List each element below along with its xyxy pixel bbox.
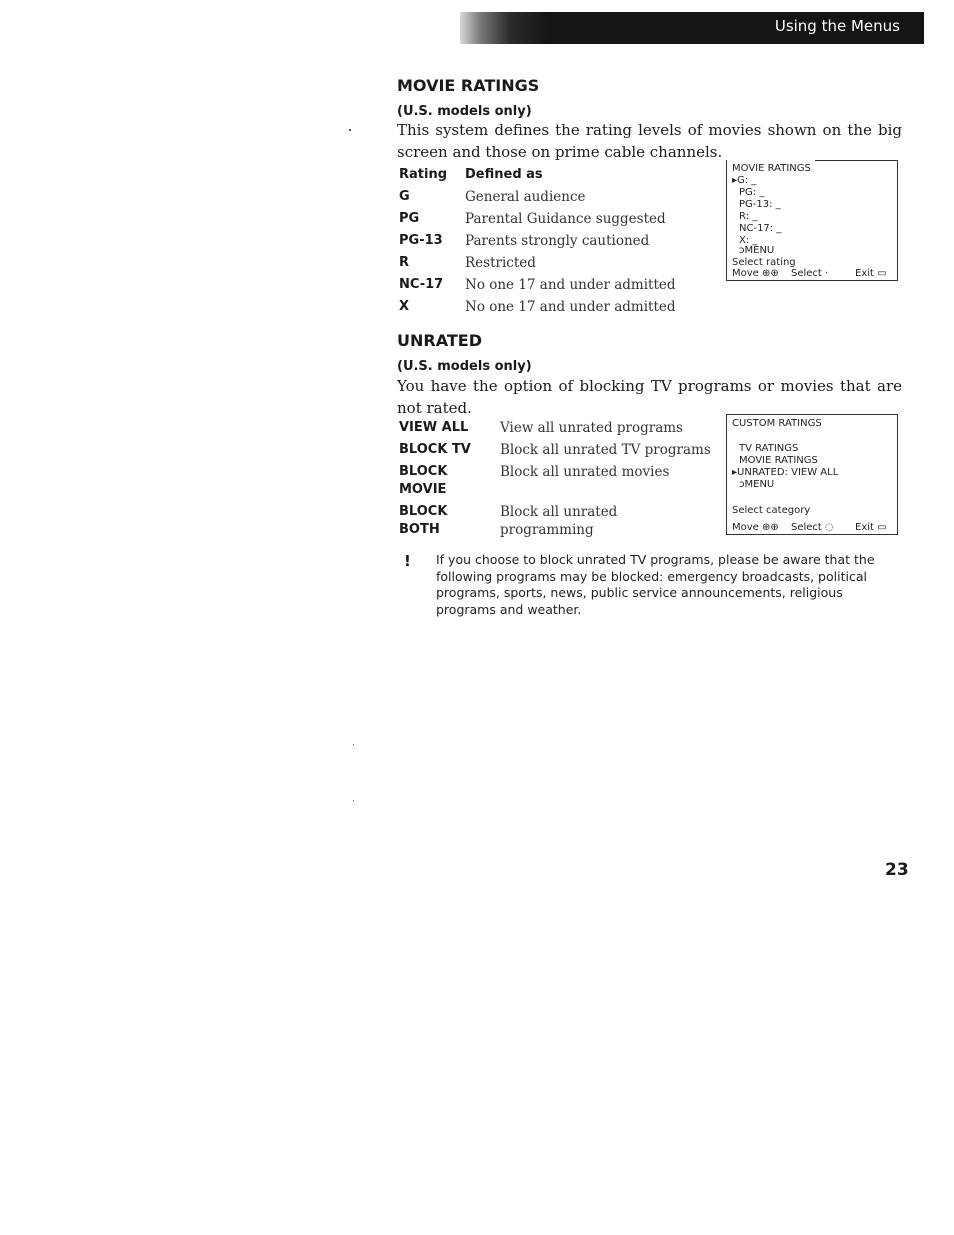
unrated-intro: You have the option of blocking TV programs or movies that are not rated.: [397, 377, 902, 417]
screen-item: MOVIE RATINGS: [739, 455, 818, 466]
scan-speck: [349, 129, 351, 131]
screen-item: ▸G: _: [732, 175, 757, 186]
note-text: If you choose to block unrated TV programs, please be aware that the following programs may be blocked: emergency broadcasts, political programs, sports, news, public service announcements, religious programs and weather.: [436, 552, 875, 617]
screen-item: PG: _: [739, 187, 765, 198]
unrated-subtitle: (U.S. models only): [397, 359, 532, 374]
unrated-option-desc: Block all unrated movies: [500, 464, 670, 480]
unrated-option-desc: View all unrated programs: [500, 420, 683, 436]
screen-title: CUSTOM RATINGS: [732, 418, 822, 429]
screen-item: PG-13: _: [739, 199, 781, 210]
unrated-option-label-line2: BOTH: [399, 522, 440, 537]
rating-definition: General audience: [465, 189, 586, 205]
movie-ratings-subtitle: (U.S. models only): [397, 104, 532, 119]
rating-definition: Restricted: [465, 255, 536, 271]
unrated-option-label: BLOCK TV: [399, 442, 471, 457]
rating-code: G: [399, 189, 410, 204]
note-exclamation-icon: !: [404, 552, 411, 570]
defined-column-header: Defined as: [465, 167, 543, 182]
rating-definition: No one 17 and under admitted: [465, 299, 676, 315]
scan-speck: [353, 744, 354, 745]
screen-hint: Select rating: [732, 257, 796, 268]
unrated-option-desc-line2: programming: [500, 522, 594, 538]
unrated-option-desc: Block all unrated: [500, 504, 618, 520]
rating-code: X: [399, 299, 410, 314]
screen-exit: Exit ▭: [855, 268, 887, 279]
header-title: Using the Menus: [774, 17, 900, 35]
movie-ratings-title: MOVIE RATINGS: [397, 76, 540, 95]
unrated-option-label: VIEW ALL: [399, 420, 469, 435]
header-bar: [460, 12, 924, 44]
screen-item: NC-17: _: [739, 223, 782, 234]
screen-select: Select ◌: [791, 522, 834, 533]
screen-item: ▸UNRATED: VIEW ALL: [732, 467, 839, 478]
rating-definition: Parental Guidance suggested: [465, 211, 666, 227]
unrated-title: UNRATED: [397, 331, 482, 350]
scan-speck: [353, 800, 354, 801]
screen-item: TV RATINGS: [739, 443, 799, 454]
rating-column-header: Rating: [399, 167, 448, 182]
screen-item: ↄMENU: [739, 479, 775, 490]
rating-code: PG: [399, 211, 420, 226]
unrated-option-label: BLOCK: [399, 464, 448, 479]
unrated-option-label-line2: MOVIE: [399, 482, 447, 497]
screen-menu: ↄMENU: [739, 245, 775, 256]
screen-move: Move ⊕⊕: [732, 522, 779, 533]
screen-title: MOVIE RATINGS: [732, 163, 811, 174]
rating-code: NC-17: [399, 277, 444, 292]
screen-select: Select ·: [791, 268, 829, 279]
unrated-option-label: BLOCK: [399, 504, 448, 519]
page-number: 23: [885, 860, 909, 880]
rating-code: R: [399, 255, 410, 270]
movie-ratings-intro: This system defines the rating levels of movies shown on the big screen and those on prime cable channels.: [397, 121, 902, 161]
screen-item: X: _: [739, 235, 758, 246]
screen-exit: Exit ▭: [855, 522, 887, 533]
rating-code: PG-13: [399, 233, 443, 248]
screen-move: Move ⊕⊕: [732, 268, 779, 279]
rating-definition: Parents strongly cautioned: [465, 233, 650, 249]
screen-item: R: _: [739, 211, 758, 222]
screen-hint: Select category: [732, 505, 811, 516]
rating-definition: No one 17 and under admitted: [465, 277, 676, 293]
unrated-option-desc: Block all unrated TV programs: [500, 442, 711, 458]
custom-ratings-screen: [726, 414, 898, 535]
movie-ratings-screen: [726, 160, 898, 281]
